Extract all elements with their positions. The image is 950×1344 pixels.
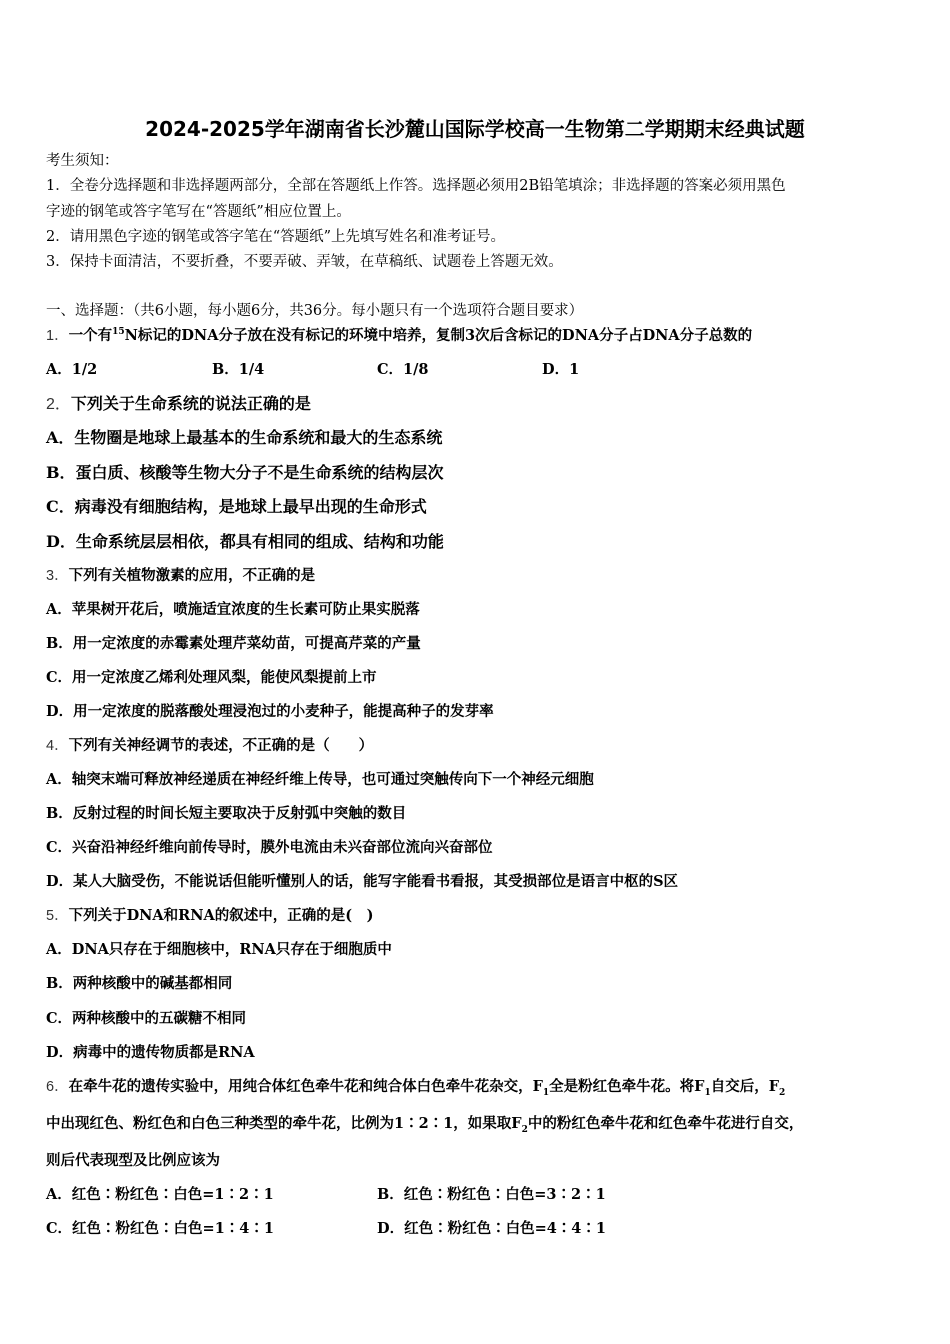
option-a: A．1/2 xyxy=(46,361,98,378)
option-b: B．两种核酸中的碱基都相同 xyxy=(46,975,233,992)
option-a: A．红色∶粉红色∶白色=1∶2∶1 xyxy=(46,1186,274,1203)
question-text: N标记的DNA分子放在没有标记的环境中培养，复制3次后含标记的DNA分子占DNA分子总数的 xyxy=(124,327,753,344)
subscript: 2 xyxy=(521,1124,528,1135)
option-c: C．红色∶粉红色∶白色=1∶4∶1 xyxy=(46,1220,274,1237)
option-d: D．1 xyxy=(542,361,580,378)
question-text: 下列关于生命系统的说法正确的是 xyxy=(70,394,311,413)
question-5 xyxy=(46,906,373,926)
question-number: 2． xyxy=(46,396,71,413)
question-text: 下列有关神经调节的表述，不正确的是（ ） xyxy=(68,737,374,754)
question-4 xyxy=(46,736,373,756)
notice-item: 1．全卷分选择题和非选择题两部分，全部在答题纸上作答。选择题必须用2B铅笔填涂；非选择题的答案必须用黑色 xyxy=(46,178,786,194)
question-3 xyxy=(46,566,315,586)
option-b: B．用一定浓度的赤霉素处理芹菜幼苗，可提高芹菜的产量 xyxy=(46,635,421,652)
option-a: A．DNA只存在于细胞核中，RNA只存在于细胞质中 xyxy=(46,941,392,958)
question-number: 1． xyxy=(46,328,69,344)
superscript: 15 xyxy=(112,327,125,338)
question-6-line-2 xyxy=(46,1114,803,1134)
option-d: D．红色∶粉红色∶白色=4∶4∶1 xyxy=(377,1220,606,1237)
option-b: B．蛋白质、核酸等生物大分子不是生命系统的结构层次 xyxy=(46,463,444,482)
option-c: C．兴奋沿神经纤维向前传导时，膜外电流由未兴奋部位流向兴奋部位 xyxy=(46,839,493,856)
question-text: 下列有关植物激素的应用，不正确的是 xyxy=(68,567,316,584)
option-b: B．1/4 xyxy=(212,361,265,378)
subscript: 2 xyxy=(779,1087,786,1098)
question-text: 一个有 xyxy=(68,327,113,344)
question-text: 全是粉红色牵牛花。将F xyxy=(549,1078,705,1095)
question-6 xyxy=(46,1077,785,1097)
subscript: 1 xyxy=(542,1087,550,1098)
section-heading: 一、选择题：（共6小题，每小题6分，共36分。每小题只有一个选项符合题目要求） xyxy=(46,303,584,319)
question-number: 5． xyxy=(46,908,69,924)
subscript: 1 xyxy=(704,1087,711,1098)
question-text: 中出现红色、粉红色和白色三种类型的牵牛花，比例为1∶2∶1，如果取F xyxy=(46,1115,522,1132)
option-c: C．两种核酸中的五碳糖不相同 xyxy=(46,1010,247,1027)
question-6-line-3: 则后代表现型及比例应该为 xyxy=(46,1152,220,1169)
notice-item: 字迹的钢笔或答字笔写在“答题纸”相应位置上。 xyxy=(46,204,351,220)
notice-item: 3．保持卡面清洁，不要折叠，不要弄破、弄皱，在草稿纸、试题卷上答题无效。 xyxy=(46,254,563,270)
option-d: D．某人大脑受伤，不能说话但能听懂别人的话，能写字能看书看报，其受损部位是语言中枢的S区 xyxy=(46,873,679,890)
option-d: D．生命系统层层相依，都具有相同的组成、结构和功能 xyxy=(46,532,444,551)
option-c: C．病毒没有细胞结构，是地球上最早出现的生命形式 xyxy=(46,497,427,516)
question-text: 在牵牛花的遗传实验中，用纯合体红色牵牛花和纯合体白色牵牛花杂交，F xyxy=(68,1078,543,1095)
question-number: 4． xyxy=(46,738,69,754)
question-number: 3． xyxy=(46,568,69,584)
question-1 xyxy=(46,326,752,346)
option-a: A．生物圈是地球上最基本的生命系统和最大的生态系统 xyxy=(46,428,443,447)
option-a: A．轴突末端可释放神经递质在神经纤维上传导，也可通过突触传向下一个神经元细胞 xyxy=(46,771,594,788)
question-number: 6． xyxy=(46,1079,69,1095)
notice-item: 2．请用黑色字迹的钢笔或答字笔在“答题纸”上先填写姓名和准考证号。 xyxy=(46,229,506,245)
option-c: C．1/8 xyxy=(377,361,429,378)
option-b: B．红色∶粉红色∶白色=3∶2∶1 xyxy=(377,1186,606,1203)
option-d: D．病毒中的遗传物质都是RNA xyxy=(46,1044,255,1061)
question-text: 自交后，F xyxy=(710,1078,779,1095)
notice-header: 考生须知： xyxy=(46,153,119,169)
exam-title: 2024-2025学年湖南省长沙麓山国际学校高一生物第二学期期末经典试题 xyxy=(145,117,805,141)
question-2 xyxy=(46,394,311,415)
option-b: B．反射过程的时间长短主要取决于反射弧中突触的数目 xyxy=(46,805,407,822)
option-c: C．用一定浓度乙烯利处理风梨，能使风梨提前上市 xyxy=(46,669,377,686)
question-text: 下列关于DNA和RNA的叙述中，正确的是( ) xyxy=(68,907,374,924)
option-a: A．苹果树开花后，喷施适宜浓度的生长素可防止果实脱落 xyxy=(46,601,420,618)
option-d: D．用一定浓度的脱落酸处理浸泡过的小麦种子，能提高种子的发芽率 xyxy=(46,703,494,720)
question-text: 中的粉红色牵牛花和红色牵牛花进行自交， xyxy=(527,1115,804,1132)
